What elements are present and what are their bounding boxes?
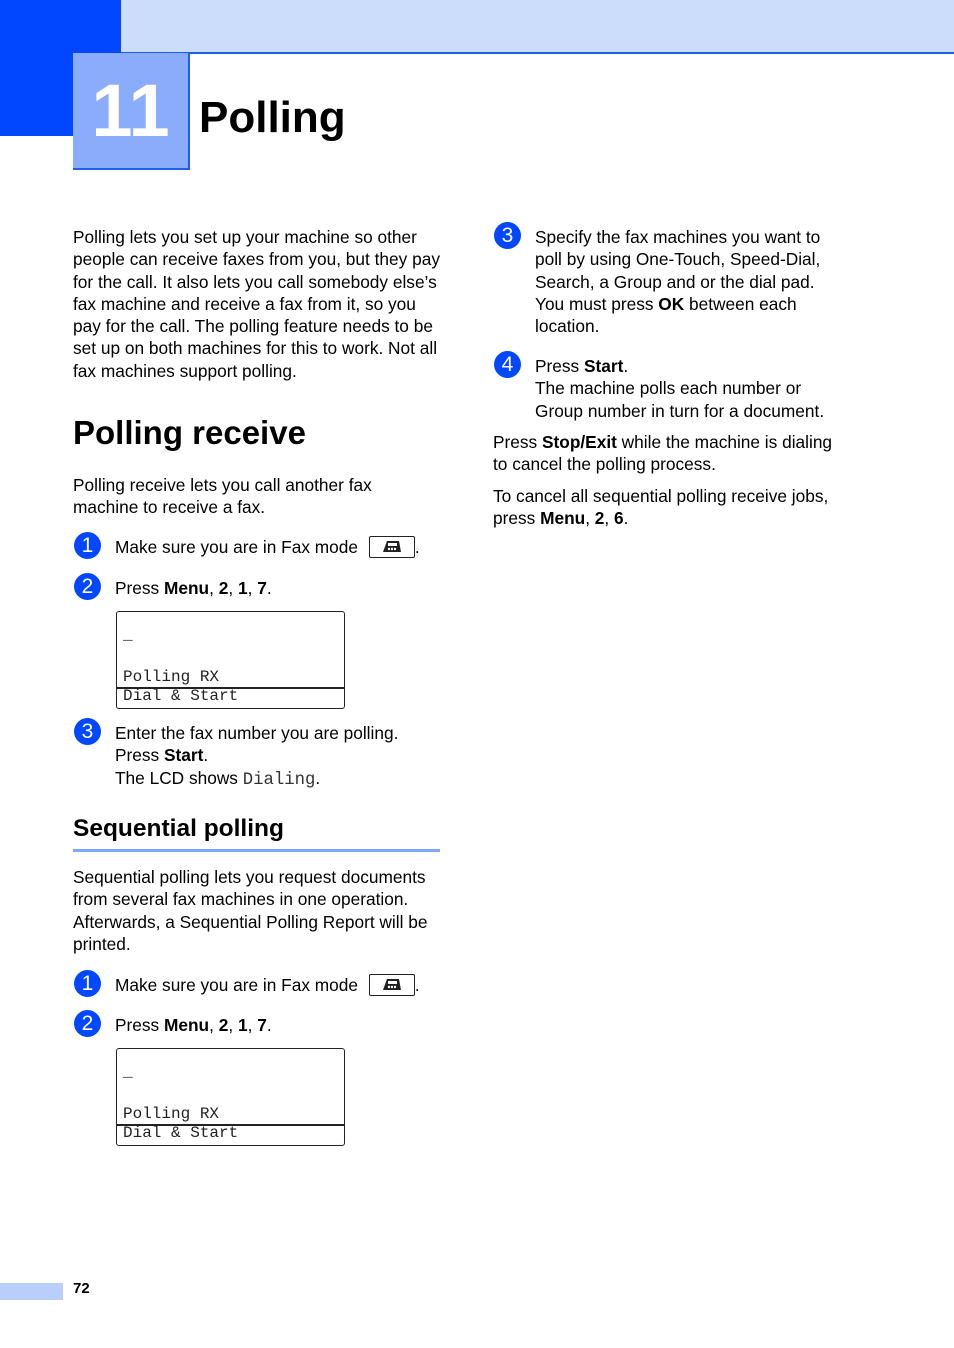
step-text: Make sure you are in Fax mode	[115, 537, 359, 557]
cancel-all-paragraph: To cancel all sequential polling receive jobs, press Menu, 2, 6.	[493, 486, 829, 529]
lcd-line-1: Polling RX	[123, 1105, 220, 1123]
menu-key: Menu	[163, 578, 210, 598]
step-number-badge: 2	[74, 1010, 101, 1037]
fax-mode-icon	[369, 536, 415, 558]
section-heading-sequential-polling: Sequential polling	[73, 815, 284, 842]
step-number-badge: 3	[74, 718, 101, 745]
header-band	[121, 0, 954, 54]
polling-receive-step-3: 3 Enter the fax number you are polling. Press Start. The LCD shows Dialing.	[73, 722, 453, 792]
step-number-badge: 3	[494, 222, 521, 249]
step-number-badge: 2	[74, 573, 101, 600]
lcd-cursor: _	[123, 1063, 133, 1081]
polling-receive-intro: Polling receive lets you call another fax machine to receive a fax.	[73, 475, 372, 518]
fax-mode-icon	[369, 974, 415, 996]
sequential-step-4: 4 Press Start. The machine polls each number or Group number in turn for a document.	[493, 355, 873, 423]
stop-exit-key: Stop/Exit	[541, 432, 617, 452]
section-heading-polling-receive: Polling receive	[73, 414, 306, 451]
lcd-line-2: Dial & Start	[123, 1124, 239, 1142]
lcd-cursor: _	[123, 626, 133, 644]
chapter-number: 11	[73, 53, 190, 170]
step-number-badge: 1	[74, 970, 101, 997]
sequential-step-3: 3 Specify the fax machines you want to poll by using One-Touch, Speed-Dial, Search, a Group and or the dial pad. You must press OK between each location.	[493, 226, 873, 338]
intro-paragraph: Polling lets you set up your machine so other people can receive faxes from you, but they pay for the call. It also lets you call somebody else’s fax machine and receive a fax from it, so you pay for the call. The polling feature needs to be set up on both machines for this to work. Not all fax machines support polling.	[73, 227, 440, 381]
chapter-title: Polling	[199, 93, 346, 142]
sequential-step-1: 1 Make sure you are in Fax mode .	[73, 974, 453, 1002]
lcd-line-1: Polling RX	[123, 668, 220, 686]
ok-key: OK	[658, 293, 685, 314]
step-number-badge: 4	[494, 351, 521, 378]
step-number-badge: 1	[74, 532, 101, 559]
footer-accent-bar	[0, 1283, 63, 1300]
cancel-polling-paragraph: Press Stop/Exit while the machine is dialing to cancel the polling process.	[493, 432, 833, 475]
lcd-line-2: Dial & Start	[123, 687, 239, 705]
lcd-display	[116, 1048, 345, 1146]
start-key: Start	[583, 356, 624, 376]
polling-receive-step-1: 1 Make sure you are in Fax mode .	[73, 536, 453, 564]
step-text: Make sure you are in Fax mode	[115, 975, 359, 995]
lcd-message: Dialing	[242, 770, 316, 790]
lcd-display	[116, 611, 345, 709]
sequential-polling-intro: Sequential polling lets you request documents from several fax machines in one operation. Afterwards, a Sequential Polling Report will be printed.	[73, 867, 428, 954]
page-number: 72	[73, 1280, 90, 1297]
polling-receive-step-2: 2 Press Menu, 2, 1, 7.	[73, 577, 453, 605]
heading-underline	[73, 849, 440, 852]
start-key: Start	[163, 745, 204, 766]
menu-key: Menu	[540, 508, 586, 529]
sequential-step-2: 2 Press Menu, 2, 1, 7.	[73, 1014, 453, 1042]
menu-key: Menu	[163, 1015, 210, 1035]
